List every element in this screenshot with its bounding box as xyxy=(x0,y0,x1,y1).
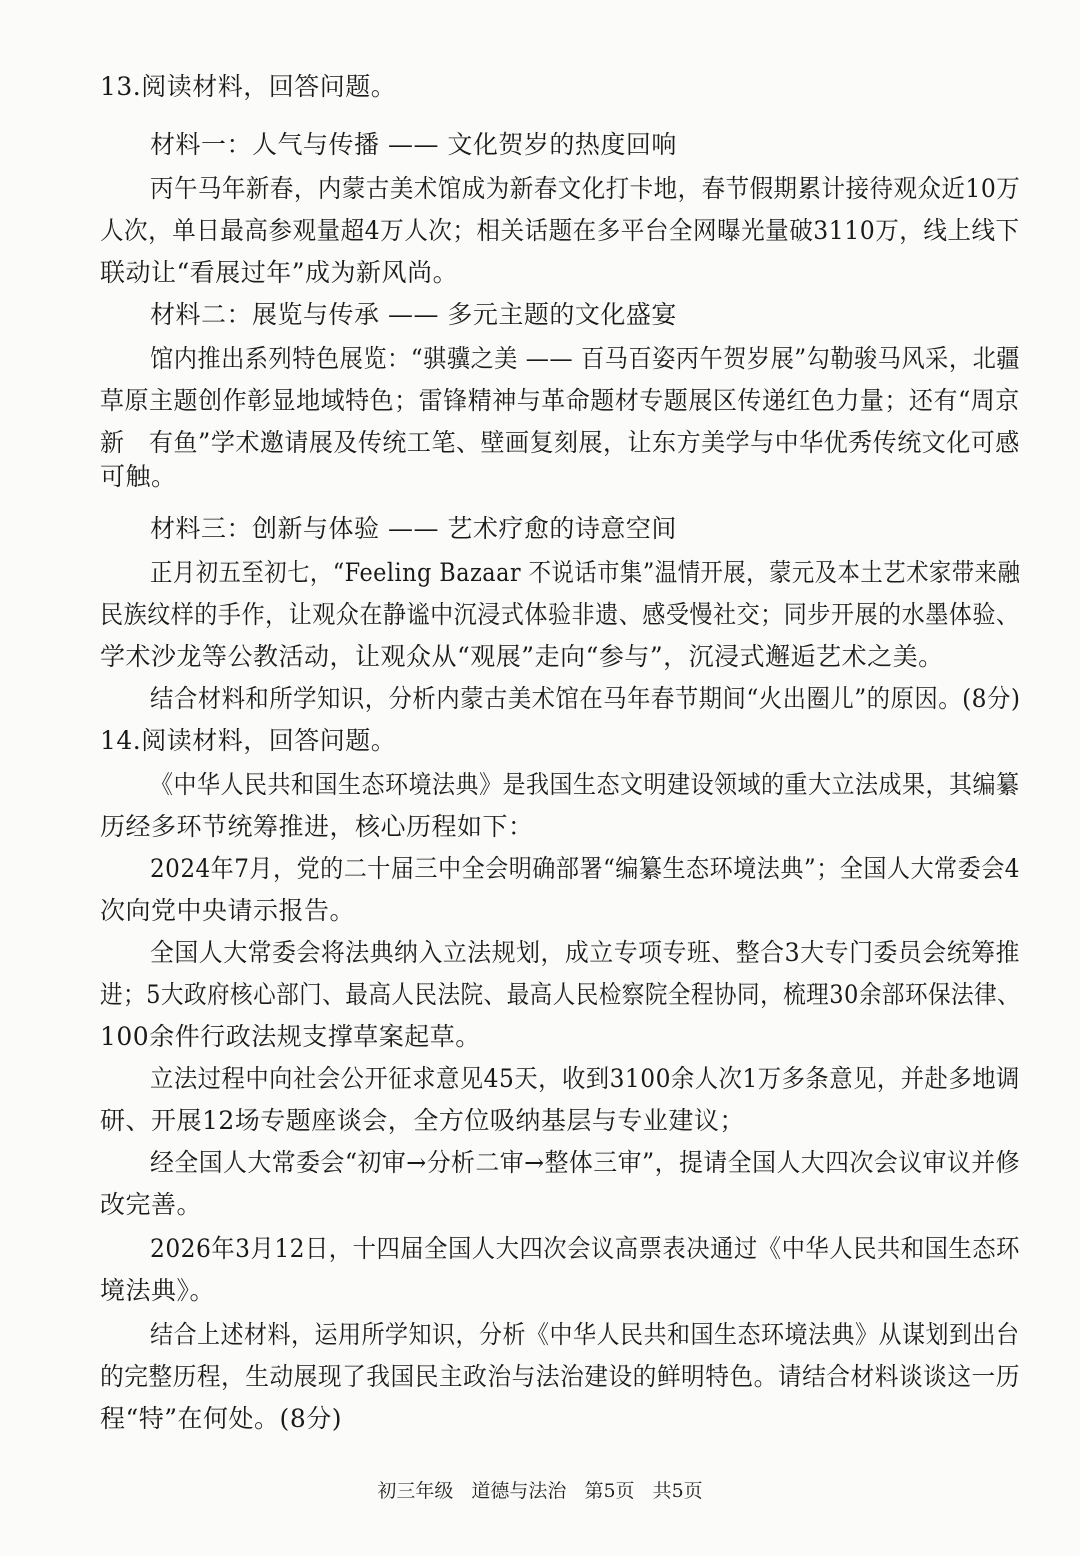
q14-para1-line2: 历经多环节统筹推进，核心历程如下： xyxy=(100,812,534,841)
q14-para5-line1: 经全国人大常委会“初审→分析二审→整体三审”，提请全国人大四次会议审议并修 xyxy=(150,1148,1020,1177)
q13-material3-line3: 学术沙龙等公教活动，让观众从“观展”走向“参与”，沉浸式邂逅艺术之美。 xyxy=(100,642,944,671)
q14-para6-line2: 境法典》。 xyxy=(100,1276,216,1305)
footer-grade: 初三年级 xyxy=(377,1480,454,1502)
q13-heading: 13.阅读材料，回答问题。 xyxy=(100,72,397,101)
q13-material1-line2: 人次，单日最高参观量超4万人次；相关话题在多平台全网曝光量破3110万，线上线下 xyxy=(100,216,1020,245)
footer-total-pages: 共5页 xyxy=(652,1480,703,1502)
q13-material1-title: 材料一：人气与传播 —— 文化贺岁的热度回响 xyxy=(150,130,677,159)
footer-page-number: 第5页 xyxy=(584,1480,635,1502)
q13-material3-line1: 正月初五至初七，“Feeling Bazaar 不说话市集”温情开展，蒙元及本土艺术家带来融 xyxy=(150,558,1021,587)
page-footer xyxy=(0,1478,1080,1504)
q13-material1-line3: 联动让“看展过年”成为新风尚。 xyxy=(100,258,459,287)
q13-material3-title: 材料三：创新与体验 —— 艺术疗愈的诗意空间 xyxy=(150,514,677,543)
q13-material2-line3: 新 有鱼”学术邀请展及传统工笔、壁画复刻展，让东方美学与中华优秀传统文化可感 xyxy=(100,428,1020,457)
q13-question: 结合材料和所学知识，分析内蒙古美术馆在马年春节期间“火出圈儿”的原因。(8分) xyxy=(150,684,1021,713)
q14-para4-line2: 研、开展12场专题座谈会，全方位吸纳基层与专业建议； xyxy=(100,1106,745,1135)
q14-para6-line1: 2026年3月12日，十四届全国人大四次会议高票表决通过《中华人民共和国生态环 xyxy=(150,1234,1020,1263)
q13-material2-line1: 馆内推出系列特色展览：“骐骥之美 —— 百马百姿丙午贺岁展”勾勒骏马风采，北疆 xyxy=(150,344,1020,373)
q14-question-line3: 程“特”在何处。(8分) xyxy=(100,1404,342,1433)
q14-para3-line1: 全国人大常委会将法典纳入立法规划，成立专项专班、整合3大专门委员会统筹推 xyxy=(150,938,1020,967)
q14-para2-line2: 次向党中央请示报告。 xyxy=(100,896,356,925)
q14-para3-line2: 进；5大政府核心部门、最高人民法院、最高人民检察院全程协同，梳理30余部环保法律、 xyxy=(100,980,1021,1009)
q13-material2-line4: 可触。 xyxy=(100,462,177,491)
q14-question-line2: 的完整历程，生动展现了我国民主政治与法治建设的鲜明特色。请结合材料谈谈这一历 xyxy=(100,1362,1020,1391)
q13-material2-line2: 草原主题创作彰显地域特色；雷锋精神与革命题材专题展区传递红色力量；还有“周京 xyxy=(100,386,1020,415)
q14-para2-line1: 2024年7月，党的二十届三中全会明确部署“编纂生态环境法典”；全国人大常委会4 xyxy=(150,854,1020,883)
q14-para4-line1: 立法过程中向社会公开征求意见45天，收到3100余人次1万多条意见，并赴多地调 xyxy=(150,1064,1020,1093)
q13-material2-title: 材料二：展览与传承 —— 多元主题的文化盛宴 xyxy=(150,300,677,329)
q14-para3-line3: 100余件行政法规支撑草案起草。 xyxy=(100,1022,481,1051)
q14-para5-line2: 改完善。 xyxy=(100,1190,203,1219)
q13-material3-line2: 民族纹样的手作，让观众在静谧中沉浸式体验非遗、感受慢社交；同步开展的水墨体验、 xyxy=(100,600,1020,629)
q14-para1-line1: 《中华人民共和国生态环境法典》是我国生态文明建设领域的重大立法成果，其编纂 xyxy=(150,770,1020,799)
q14-heading: 14.阅读材料，回答问题。 xyxy=(100,726,397,755)
q14-question-line1: 结合上述材料，运用所学知识，分析《中华人民共和国生态环境法典》从谋划到出台 xyxy=(150,1320,1020,1349)
footer-subject: 道德与法治 xyxy=(471,1480,567,1502)
q13-material1-line1: 丙午马年新春，内蒙古美术馆成为新春文化打卡地，春节假期累计接待观众近10万 xyxy=(150,174,1021,203)
